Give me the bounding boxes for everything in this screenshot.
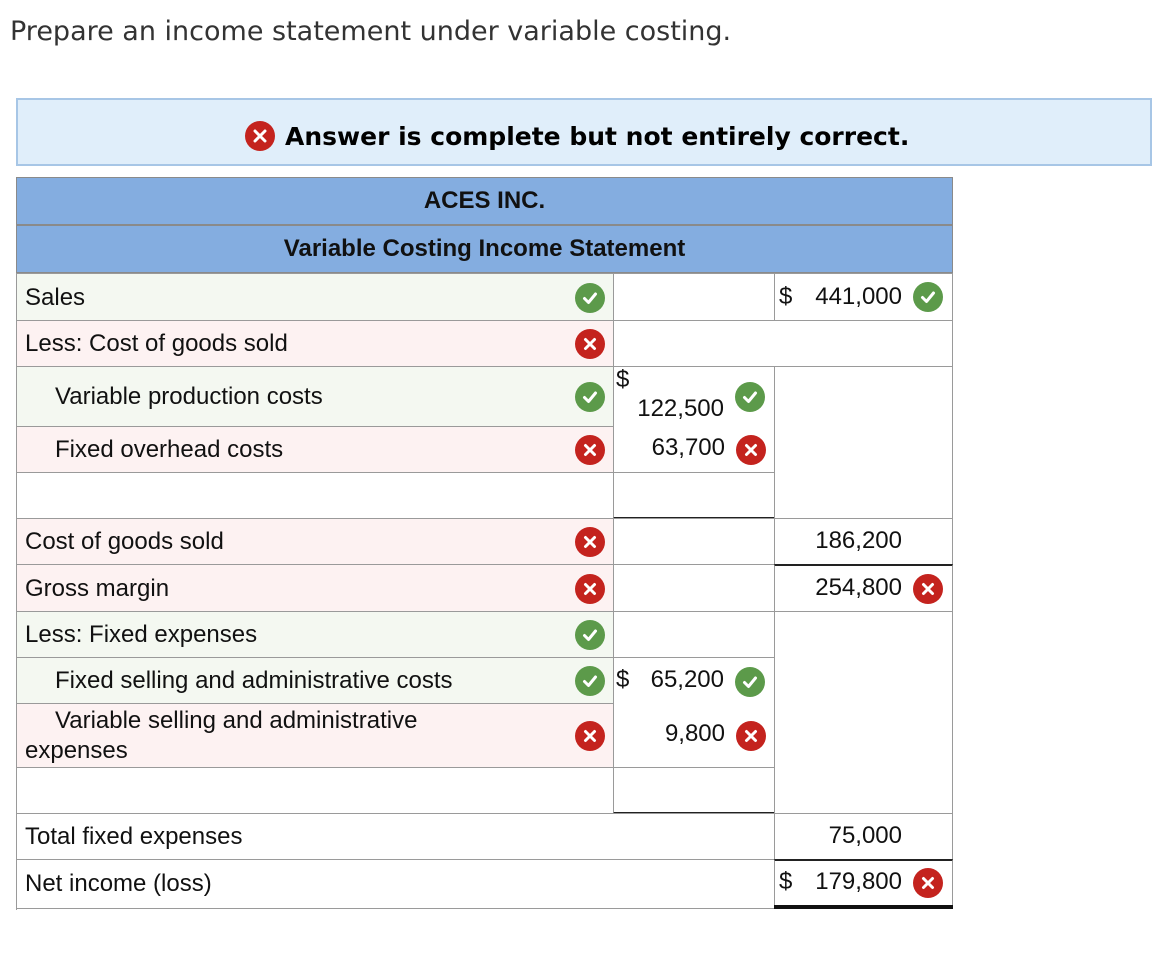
row-label-cogs[interactable]: [16, 518, 614, 565]
total-input-gross-margin[interactable]: [774, 564, 953, 612]
currency-sign: $: [779, 283, 793, 310]
amount-value: 65,200: [650, 666, 724, 693]
total-input-cogs-block[interactable]: [774, 366, 953, 519]
check-icon: [575, 283, 605, 313]
amount-value: 9,800: [664, 720, 725, 747]
check-icon: [735, 382, 765, 412]
amount-input-blank[interactable]: [613, 472, 775, 519]
double-underline: [774, 905, 953, 909]
total-value: 254,800: [815, 574, 902, 601]
row-label-text: Sales: [25, 283, 86, 311]
x-circle-icon: [575, 329, 605, 359]
row-label-total-fixed[interactable]: [16, 813, 614, 860]
amount-input-total-fixed: [613, 813, 775, 860]
check-icon: [735, 667, 765, 697]
total-input-sales[interactable]: [774, 273, 953, 321]
amount-input-blank-2[interactable]: [613, 767, 775, 814]
x-circle-icon: [575, 527, 605, 557]
x-circle-icon: [245, 121, 275, 151]
x-circle-icon: [575, 574, 605, 604]
currency-sign: $: [616, 366, 630, 393]
row-label-text: Cost of goods sold: [25, 528, 224, 555]
check-icon: [575, 382, 605, 412]
check-icon: [575, 666, 605, 696]
x-circle-icon: [736, 721, 766, 751]
question-prompt: Prepare an income statement under variable costing.: [10, 16, 732, 47]
row-label-fixed-overhead[interactable]: [16, 426, 614, 473]
check-icon: [913, 282, 943, 312]
row-label-line1: Variable selling and administrative: [55, 707, 418, 734]
amount-value: 63,700: [651, 434, 725, 461]
amount-input-fixed-overhead[interactable]: [613, 426, 775, 473]
table-left-border: [16, 273, 17, 910]
row-label-text: Fixed overhead costs: [55, 436, 284, 463]
amount-input-variable-production[interactable]: [613, 366, 775, 427]
x-circle-icon: [913, 868, 943, 898]
total-value: 75,000: [828, 822, 902, 849]
blank-cell: [613, 320, 953, 367]
total-input-net-income[interactable]: [774, 859, 953, 909]
statement-title: Variable Costing Income Statement: [16, 225, 953, 273]
total-value: 179,800: [815, 868, 902, 895]
statement-grid: [16, 273, 953, 910]
row-label-text: Gross margin: [25, 574, 170, 602]
row-label-fixed-selling-admin[interactable]: [16, 657, 614, 704]
row-label-text: Net income (loss): [25, 870, 212, 897]
row-label-text: Variable production costs: [55, 383, 323, 410]
amount-input-gross-margin[interactable]: [613, 564, 775, 612]
row-label-variable-selling-admin[interactable]: [16, 703, 614, 768]
row-label-text: Total fixed expenses: [25, 823, 243, 850]
feedback-text: Answer is complete but not entirely correct.: [285, 121, 910, 151]
feedback-banner: [16, 98, 1152, 166]
x-circle-icon: [575, 721, 605, 751]
row-label-net-income[interactable]: [16, 859, 614, 909]
total-value: 186,200: [815, 527, 902, 554]
amount-value: 122,500: [637, 395, 724, 422]
x-circle-icon: [575, 435, 605, 465]
amount-input-cogs[interactable]: [613, 518, 775, 565]
currency-sign: $: [779, 868, 793, 895]
amount-input-net-income: [613, 859, 775, 909]
income-statement: [16, 177, 953, 910]
total-input-cogs[interactable]: [774, 518, 953, 565]
row-label-variable-production[interactable]: [16, 366, 614, 427]
amount-input-fixed-selling-admin[interactable]: [613, 657, 775, 704]
total-input-fixed-block[interactable]: [774, 611, 953, 814]
total-value: 441,000: [815, 283, 902, 310]
row-label-text: Less: Fixed expenses: [25, 621, 258, 648]
row-label-text: [25, 706, 417, 766]
company-name: ACES INC.: [16, 177, 953, 225]
amount-input-less-fixed[interactable]: [613, 611, 775, 658]
row-label-less-fixed[interactable]: [16, 611, 614, 658]
row-label-blank[interactable]: [16, 472, 614, 519]
row-label-sales[interactable]: [16, 273, 614, 321]
row-label-gross-margin[interactable]: [16, 564, 614, 612]
check-icon: [575, 620, 605, 650]
row-label-text: Less: Cost of goods sold: [25, 330, 288, 357]
amount-input-variable-selling-admin[interactable]: [613, 703, 775, 768]
x-circle-icon: [913, 574, 943, 604]
row-label-text: Fixed selling and administrative costs: [55, 667, 453, 694]
currency-sign: $: [616, 666, 630, 693]
row-label-line2: expenses: [25, 737, 128, 764]
x-circle-icon: [736, 435, 766, 465]
row-label-blank-2[interactable]: [16, 767, 614, 814]
amount-input-sales[interactable]: [613, 273, 775, 321]
row-label-less-cogs[interactable]: [16, 320, 614, 367]
total-input-total-fixed[interactable]: [774, 813, 953, 860]
